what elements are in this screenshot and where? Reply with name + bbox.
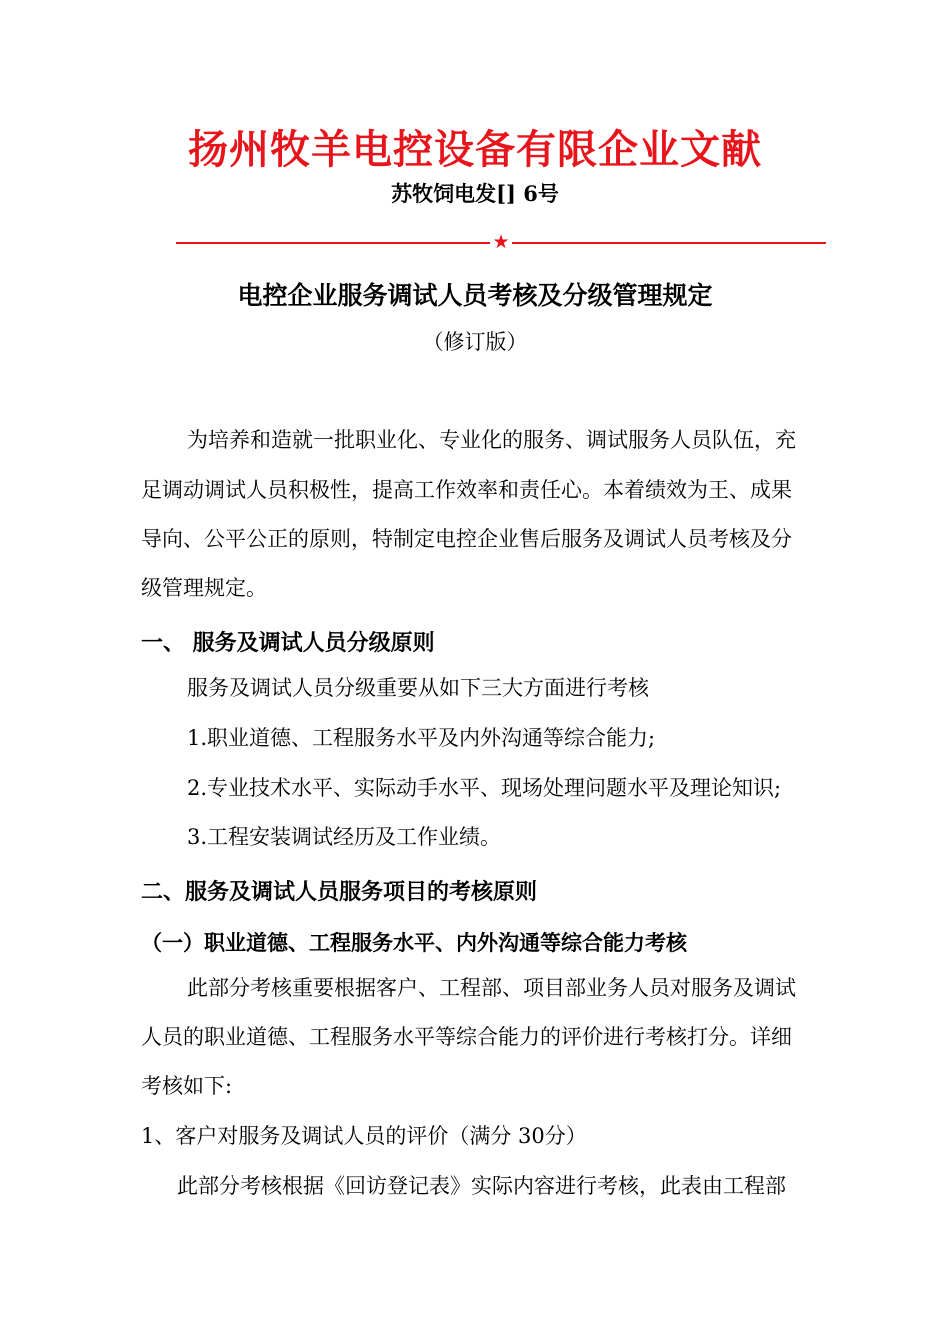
document-number: 苏牧饲电发[] 6号 bbox=[391, 181, 559, 206]
divider-line-left bbox=[176, 242, 490, 244]
paragraph-line: 此部分考核根据《回访登记表》实际内容进行考核，此表由工程部 bbox=[177, 1174, 786, 1198]
document-title: 电控企业服务调试人员考核及分级管理规定 bbox=[237, 281, 713, 310]
section-heading: 一、 服务及调试人员分级原则 bbox=[141, 630, 435, 656]
paragraph-line: 考核如下: bbox=[141, 1074, 233, 1098]
list-item: 3.工程安装调试经历及工作业绩。 bbox=[187, 825, 502, 849]
list-item: 2.专业技术水平、实际动手水平、现场处理问题水平及理论知识; bbox=[187, 776, 782, 800]
paragraph-line: 人员的职业道德、工程服务水平等综合能力的评价进行考核打分。详细 bbox=[141, 1025, 792, 1049]
paragraph-line: 此部分考核重要根据客户、工程部、项目部业务人员对服务及调试 bbox=[187, 976, 796, 1000]
section-heading: 二、服务及调试人员服务项目的考核原则 bbox=[141, 879, 538, 905]
organization-title: 扬州牧羊电控设备有限企业文献 bbox=[188, 126, 762, 173]
section-intro: 服务及调试人员分级重要从如下三大方面进行考核 bbox=[187, 676, 649, 700]
list-item: 1、客户对服务及调试人员的评价（满分 30分） bbox=[141, 1124, 587, 1148]
intro-line: 导向、公平公正的原则，特制定电控企业售后服务及调试人员考核及分 bbox=[141, 527, 792, 551]
intro-line: 为培养和造就一批职业化、专业化的服务、调试服务人员队伍，充 bbox=[187, 428, 796, 452]
intro-line: 级管理规定。 bbox=[141, 576, 267, 600]
intro-line: 足调动调试人员积极性，提高工作效率和责任心。本着绩效为王、成果 bbox=[141, 478, 792, 502]
subsection-heading: （一）职业道德、工程服务水平、内外沟通等综合能力考核 bbox=[141, 930, 687, 955]
star-icon: ★ bbox=[492, 231, 510, 253]
divider-line-right bbox=[512, 242, 826, 244]
list-item: 1.职业道德、工程服务水平及内外沟通等综合能力; bbox=[187, 726, 656, 750]
red-divider bbox=[176, 231, 826, 253]
document-subtitle: （修订版） bbox=[422, 330, 528, 354]
